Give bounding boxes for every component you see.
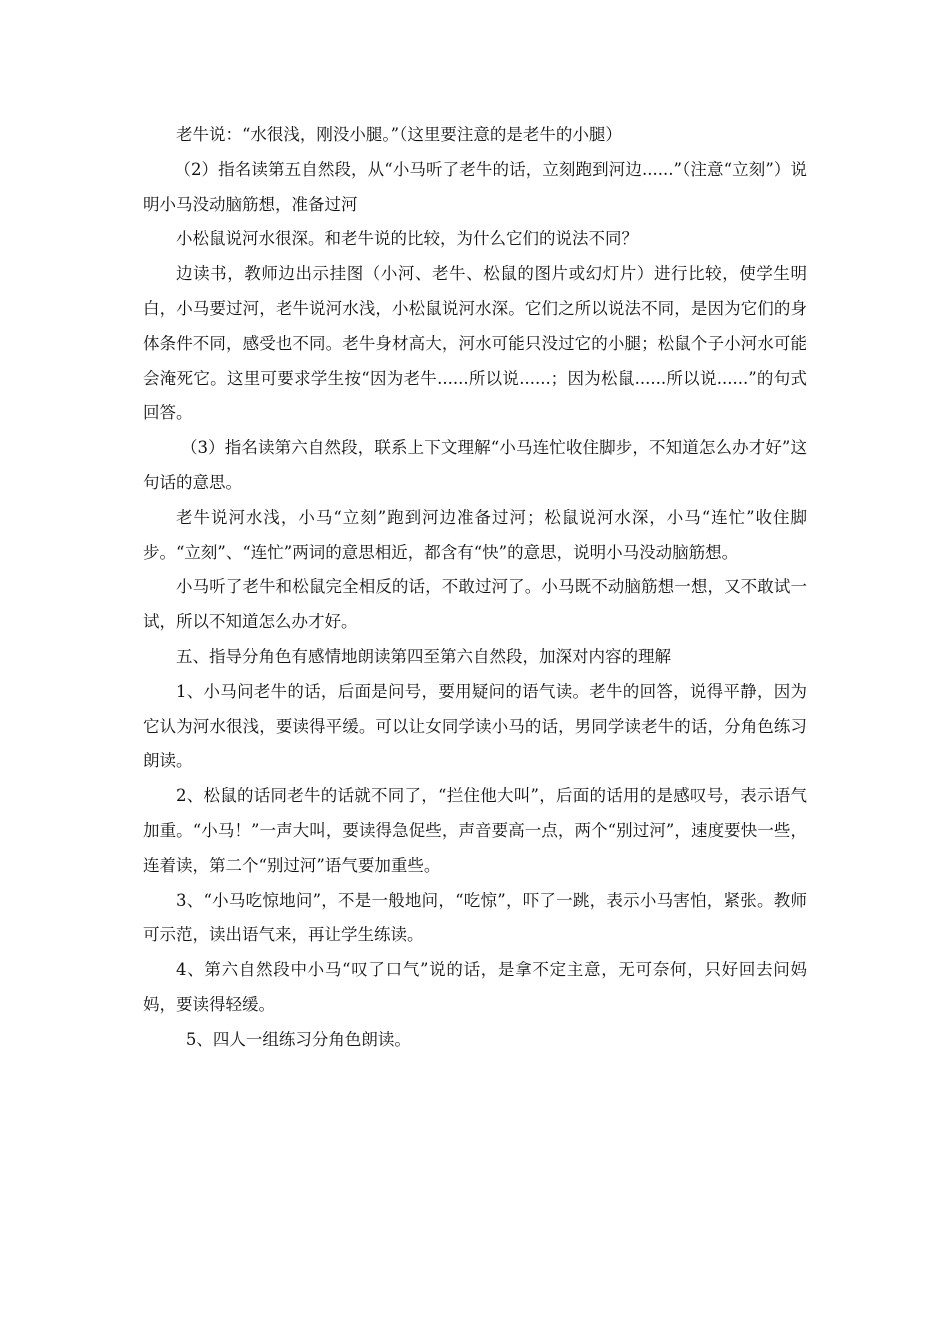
document-body [143,118,807,1058]
paragraph-comparison: 边读书，教师边出示挂图（小河、老牛、松鼠的图片或幻灯片）进行比较，使学生明白，小马要过河，老牛说河水浅，小松鼠说河水深。它们之所以说法不同，是因为它们的身体条件不同，感受也不同。老牛身材高大，河水可能只没过它的小腿；松鼠个子小河水可能会淹死它。这里可要求学生按“因为老牛......所以说......；因为松鼠......所以说......”的句式回答。 [143,264,807,423]
paragraph-squirrel-question: 小松鼠说河水很深。和老牛说的比较，为什么它们的说法不同？ [176,229,638,249]
paragraph-pony-hesitates: 小马听了老牛和松鼠完全相反的话，不敢过河了。小马既不动脑筋想一想，又不敢试一试，所以不知道怎么办才好。 [143,577,807,632]
paragraph-step-3: （3）指名读第六自然段，联系上下文理解“小马连忙收住脚步，不知道怎么办才好”这句话的意思。 [143,438,807,492]
list-item-2: 2、松鼠的话同老牛的话就不同了，“拦住他大叫”，后面的话用的是感叹号，表示语气加重。“小马！”一声大叫，要读得急促些，声音要高一点，两个“别过河”，速度要快一些，连着读，第二个“别过河”语气要加重些。 [143,786,807,875]
list-item-5: 5、四人一组练习分角色朗读。 [185,1029,411,1049]
paragraph-old-cow-quote: 老牛说：“水很浅，刚没小腿。”（这里要注意的是老牛的小腿） [176,125,622,144]
list-item-3: 3、“小马吃惊地问”，不是一般地问，“吃惊”，吓了一跳，表示小马害怕，紧张。教师可示范，读出语气来，再让学生练读。 [143,890,807,945]
list-item-4: 4、第六自然段中小马“叹了口气”说的话，是拿不定主意，无可奈何，只好回去问妈妈，要读得轻缓。 [143,960,807,1014]
list-item-1: 1、小马问老牛的话，后面是问号，要用疑问的语气读。老牛的回答，说得平静，因为它认为河水很浅，要读得平缓。可以让女同学读小马的话，男同学读老牛的话，分角色练习朗读。 [143,681,807,771]
section-heading-five: 五、指导分角色有感情地朗读第四至第六自然段，加深对内容的理解 [176,646,671,666]
paragraph-step-2: （2）指名读第五自然段，从“小马听了老牛的话，立刻跑到河边......”（注意“立刻”）说明小马没动脑筋想，准备过河 [143,159,807,214]
paragraph-word-meaning: 老牛说河水浅，小马“立刻”跑到河边准备过河；松鼠说河水深，小马“连忙”收住脚步。“立刻”、“连忙”两词的意思相近，都含有“快”的意思，说明小马没动脑筋想。 [143,507,807,562]
